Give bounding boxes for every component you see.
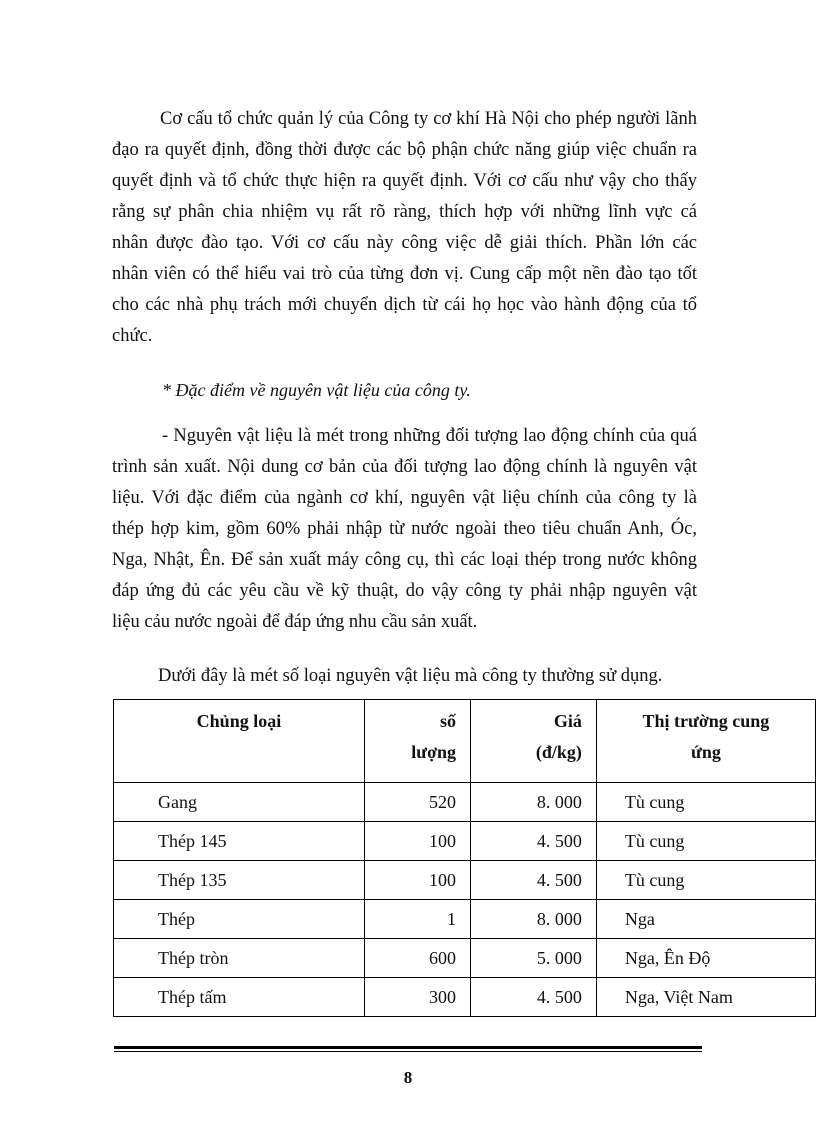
- paragraph-org-structure: [112, 104, 697, 352]
- cell-price: 4. 500: [471, 861, 597, 900]
- cell-price: 8. 000: [471, 900, 597, 939]
- section-subheading: * Đặc điểm về nguyên vật liệu của công ty.: [162, 380, 471, 400]
- text-line: quyết định và tổ chức thực hiện ra quyết định. Với cơ cấu như vậy cho thấy: [112, 171, 697, 191]
- cell-market: Tù cung: [596, 822, 815, 861]
- text-line: thép hợp kim, gồm 60% phải nhập từ nước ngoài theo tiêu chuẩn Anh, Óc,: [112, 519, 697, 539]
- text-line: trình sản xuất. Nội dung cơ bản của đối tượng lao động chính là nguyên vật: [112, 457, 697, 477]
- cell-type: Thép 135: [114, 861, 365, 900]
- cell-quantity: 100: [364, 861, 470, 900]
- text-line: đạo ra quyết định, đồng thời được các bộ phận chức năng giúp việc chuẩn ra: [112, 140, 697, 160]
- cell-type: Thép 145: [114, 822, 365, 861]
- header-market: Thị trường cung ứng: [596, 700, 815, 783]
- header-quantity: số lượng: [364, 700, 470, 783]
- text-line: nhân viên có thể hiểu vai trò của từng đơn vị. Cung cấp một nền đào tạo tốt: [112, 264, 697, 284]
- cell-price: 4. 500: [471, 822, 597, 861]
- cell-type: Thép tròn: [114, 939, 365, 978]
- header-price: Giá (đ/kg): [471, 700, 597, 783]
- cell-type: Thép: [114, 900, 365, 939]
- cell-quantity: 300: [364, 978, 470, 1017]
- cell-quantity: 600: [364, 939, 470, 978]
- cell-type: Thép tấm: [114, 978, 365, 1017]
- cell-price: 8. 000: [471, 783, 597, 822]
- text-line: liệu cảu nước ngoài để đáp ứng nhu cầu sản xuất.: [112, 612, 478, 632]
- page-number: 8: [403, 1068, 413, 1087]
- table-intro: Dưới đây là mét số loại nguyên vật liệu mà công ty thường sử dụng.: [158, 666, 663, 686]
- cell-market: Tù cung: [596, 783, 815, 822]
- paragraph-materials: [112, 421, 697, 638]
- materials-table: [113, 699, 816, 1017]
- cell-price: 4. 500: [471, 978, 597, 1017]
- cell-quantity: 100: [364, 822, 470, 861]
- text-line: đáp ứng đủ các yêu cầu về kỹ thuật, do vậy công ty phải nhập nguyên vật: [112, 581, 697, 601]
- table-row: [114, 822, 816, 861]
- text-line: cho các nhà phụ trách mới chuyển dịch từ cái họ học vào hành động của tổ: [112, 295, 697, 315]
- cell-type: Gang: [114, 783, 365, 822]
- table-row: [114, 900, 816, 939]
- text-line: rằng sự phân chia nhiệm vụ rất rõ ràng, thích hợp với những lĩnh vực cá: [112, 202, 697, 222]
- cell-market: Nga: [596, 900, 815, 939]
- footer-rule-thick: [114, 1046, 702, 1049]
- cell-quantity: 1: [364, 900, 470, 939]
- cell-market: Nga, Ên Độ: [596, 939, 815, 978]
- text-line: chức.: [112, 326, 153, 346]
- text-line: - Nguyên vật liệu là mét trong những đối tượng lao động chính của quá: [162, 426, 697, 446]
- table-row: [114, 783, 816, 822]
- table-row: [114, 978, 816, 1017]
- cell-market: Nga, Việt Nam: [596, 978, 815, 1017]
- footer-rule-thin: [114, 1051, 702, 1052]
- text-line: liệu. Với đặc điểm của ngành cơ khí, nguyên vật liệu chính của công ty là: [112, 488, 697, 508]
- table-row: [114, 939, 816, 978]
- table-row: [114, 861, 816, 900]
- table-header-row: [114, 700, 816, 783]
- cell-price: 5. 000: [471, 939, 597, 978]
- header-type: Chủng loại: [114, 700, 365, 783]
- cell-quantity: 520: [364, 783, 470, 822]
- text-line: Nga, Nhật, Ên. Để sản xuất máy công cụ, thì các loại thép trong nước không: [112, 550, 697, 570]
- text-line: nhân được đào tạo. Với cơ cấu này công việc dễ giải thích. Phần lớn các: [112, 233, 697, 253]
- text-line: Cơ cấu tổ chức quản lý của Công ty cơ khí Hà Nội cho phép người lãnh: [160, 109, 697, 129]
- cell-market: Tù cung: [596, 861, 815, 900]
